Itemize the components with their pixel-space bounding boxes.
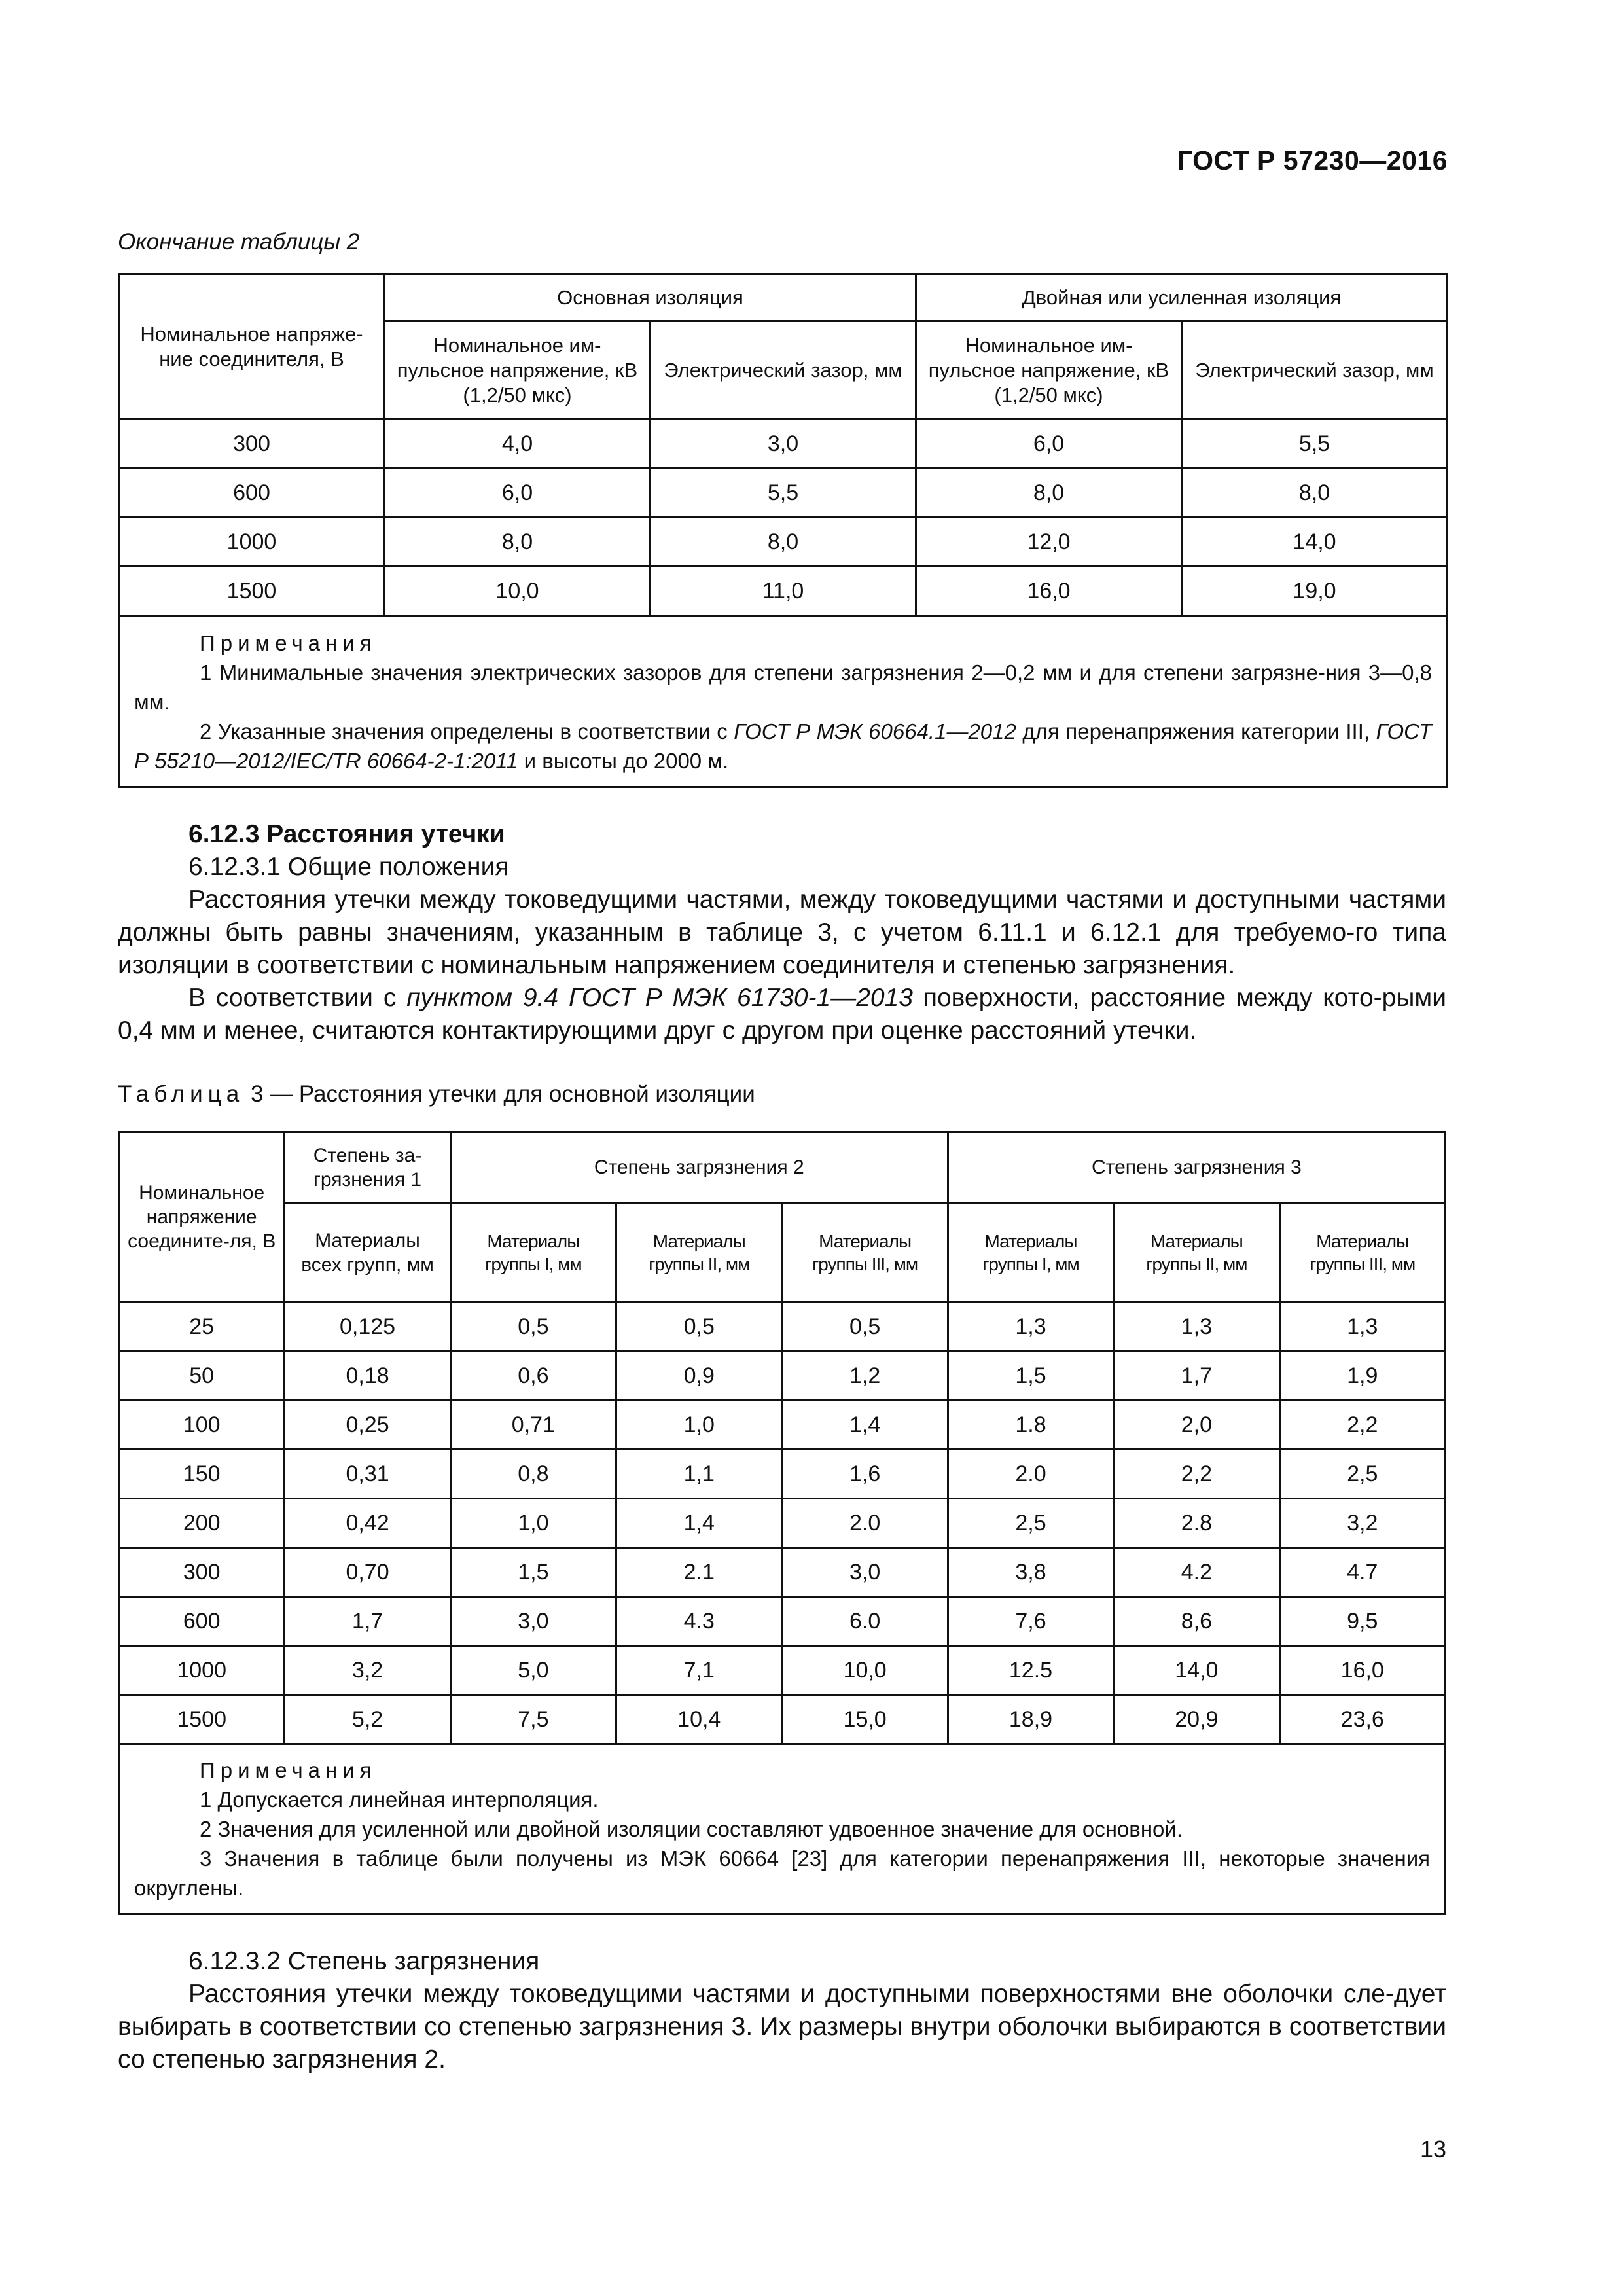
section-6-12-3-2 [118,1945,1446,2076]
t3-data-cell: 0,31 [285,1450,450,1499]
t3-data-cell: 1,6 [782,1450,948,1499]
t3-data-row [119,1695,1446,1744]
t3-data-cell: 0,25 [285,1401,450,1450]
t3-data-row [119,1401,1446,1450]
t3-data-cell: 0,18 [285,1352,450,1401]
t3-data-cell: 0,8 [450,1450,616,1499]
t2-data-cell: 300 [119,420,385,469]
t3-data-cell: 1,0 [616,1401,782,1450]
t2-data-cell: 1500 [119,567,385,616]
t3-data-cell: 0,6 [450,1352,616,1401]
t3-note-1: 1 Допускается линейная интерполяция. [200,1787,599,1812]
t3-data-cell: 1,1 [616,1450,782,1499]
t3-data-cell: 7,1 [616,1646,782,1695]
t3-data-cell: 150 [119,1450,285,1499]
t3-data-cell: 3,2 [285,1646,450,1695]
t3-data-cell: 15,0 [782,1695,948,1744]
paragraph-2-ref: пунктом 9.4 ГОСТ Р МЭК 61730-1—2013 [406,984,913,1012]
t3-data-cell: 1,5 [450,1548,616,1597]
t3-data-cell: 18,9 [948,1695,1113,1744]
t2-header-voltage: Номинальное напряже-ние соединителя, В [119,274,385,420]
t2-data-cell: 8,0 [385,518,651,567]
t2-data-row [119,518,1448,567]
t3-data-cell: 2,2 [1279,1401,1445,1450]
t3-data-cell: 0,5 [616,1302,782,1352]
t3-data-row [119,1352,1446,1401]
t3-data-cell: 50 [119,1352,285,1401]
t3-data-cell: 2.1 [616,1548,782,1597]
t3-header-p3-group-2: Материалы группы II, мм [1114,1203,1279,1302]
t3-data-row [119,1597,1446,1646]
t2-data-cell: 10,0 [385,567,651,616]
t2-data-row [119,469,1448,518]
t3-data-cell: 0,5 [450,1302,616,1352]
t3-data-cell: 1,2 [782,1352,948,1401]
t3-data-cell: 3,0 [450,1597,616,1646]
t3-notes [119,1744,1446,1914]
t3-data-cell: 0,42 [285,1499,450,1548]
t3-data-cell: 1,3 [1114,1302,1279,1352]
section-heading: 6.12.3 Расстояния утечки [188,820,505,848]
t3-data-cell: 14,0 [1114,1646,1279,1695]
t2-data-cell: 12,0 [916,518,1182,567]
t2-notes [119,616,1448,787]
t3-header-voltage: Номинальное напряжение соедините-ля, В [119,1132,285,1302]
t3-data-row [119,1646,1446,1695]
t2-data-cell: 5,5 [651,469,916,518]
page-number: 13 [1419,2136,1446,2162]
t3-data-cell: 20,9 [1114,1695,1279,1744]
t3-data-cell: 1,4 [616,1499,782,1548]
t3-data-cell: 3,2 [1279,1499,1445,1548]
t2-data-cell: 3,0 [651,420,916,469]
t2-data-cell: 11,0 [651,567,916,616]
t3-data-row [119,1302,1446,1352]
t3-data-cell: 7,6 [948,1597,1113,1646]
t3-data-rows [119,1302,1446,1744]
t3-data-cell: 10,4 [616,1695,782,1744]
t3-notes-title: Примечания [200,1758,377,1782]
t2-data-cell: 8,0 [1182,469,1448,518]
t3-data-cell: 2.8 [1114,1499,1279,1548]
t3-data-cell: 1,3 [948,1302,1113,1352]
t3-data-cell: 1.8 [948,1401,1113,1450]
t3-data-cell: 5,0 [450,1646,616,1695]
t3-data-cell: 2.0 [782,1499,948,1548]
t3-data-cell: 0,125 [285,1302,450,1352]
t3-data-cell: 300 [119,1548,285,1597]
table3-caption [118,1081,755,1107]
t3-data-row [119,1499,1446,1548]
t2-data-row [119,420,1448,469]
t2-header-basic-insulation: Основная изоляция [385,274,916,321]
subsection-6-12-3-2: 6.12.3.2 Степень загрязнения [188,1947,540,1975]
t3-data-cell: 3,8 [948,1548,1113,1597]
t3-data-cell: 2.0 [948,1450,1113,1499]
t3-data-cell: 2,5 [948,1499,1113,1548]
t3-data-cell: 1,4 [782,1401,948,1450]
t2-note-2-ref-2: ГОСТ Р 55210—2012/IEC/TR 60664-2-1:2011 [134,719,1433,773]
table3 [118,1131,1446,1915]
t3-data-row [119,1548,1446,1597]
t3-data-cell: 4.2 [1114,1548,1279,1597]
t3-data-cell: 0,71 [450,1401,616,1450]
t3-data-row [119,1450,1446,1499]
table2 [118,273,1448,788]
section-6-12-3 [118,818,1446,1047]
t2-header-impulse-double: Номинальное им-пульсное напряжение, кВ (1,2/50 мкс) [916,321,1182,420]
t3-header-all-groups: Материалы всех групп, мм [285,1203,450,1302]
t3-data-cell: 23,6 [1279,1695,1445,1744]
t3-data-cell: 7,5 [450,1695,616,1744]
t3-header-pollution-1: Степень за-грязнения 1 [285,1132,450,1203]
t3-data-cell: 25 [119,1302,285,1352]
t3-data-cell: 1500 [119,1695,285,1744]
t3-note-3: 3 Значения в таблице были получены из МЭК 60664 [23] для категории перенапряжения III, некоторые значения округлены. [134,1846,1430,1900]
t2-note-2-text-b: для перенапряжения категории III, [1016,719,1376,744]
t2-data-cell: 16,0 [916,567,1182,616]
t3-header-p2-group-3: Материалы группы III, мм [782,1203,948,1302]
table3-caption-title: 3 — Расстояния утечки для основной изоляции [244,1081,755,1107]
subsection-6-12-3-1: 6.12.3.1 Общие положения [188,853,509,881]
document-code: ГОСТ Р 57230—2016 [1177,145,1448,175]
t3-data-cell: 1,7 [285,1597,450,1646]
t3-data-cell: 1,7 [1114,1352,1279,1401]
t3-data-cell: 1,0 [450,1499,616,1548]
t3-header-pollution-3: Степень загрязнения 3 [948,1132,1445,1203]
t3-data-cell: 200 [119,1499,285,1548]
t3-data-cell: 2,5 [1279,1450,1445,1499]
t3-data-cell: 0,9 [616,1352,782,1401]
t3-data-cell: 1,9 [1279,1352,1445,1401]
t3-data-cell: 5,2 [285,1695,450,1744]
t2-note-1: 1 Минимальные значения электрических зазоров для степени загрязнения 2—0,2 мм и для степени загрязне-ния 3—0,8 мм. [134,660,1433,714]
t3-data-cell: 10,0 [782,1646,948,1695]
t2-data-cell: 6,0 [385,469,651,518]
paragraph-3: Расстояния утечки между токоведущими частями и доступными поверхностями вне оболочки сле-дует выбирать в соответствии со степенью загрязнения 3. Их размеры внутри оболочки выбираются в соответствии со степенью загрязнения 2. [118,1980,1446,2073]
t2-data-cell: 8,0 [916,469,1182,518]
t3-data-cell: 16,0 [1279,1646,1445,1695]
t3-data-cell: 1,5 [948,1352,1113,1401]
t3-data-cell: 2,2 [1114,1450,1279,1499]
t2-note-2-ref-1: ГОСТ Р МЭК 60664.1—2012 [734,719,1016,744]
t2-data-cell: 8,0 [651,518,916,567]
paragraph-2-text-b: поверхности, расстояние между кото-рыми 0,4 мм и менее, считаются контактирующими друг с другом при оценке расстояний утечки. [118,984,1446,1045]
t3-data-cell: 8,6 [1114,1597,1279,1646]
t3-data-cell: 1000 [119,1646,285,1695]
t2-header-clearance-basic: Электрический зазор, мм [651,321,916,420]
t3-header-p2-group-2: Материалы группы II, мм [616,1203,782,1302]
t2-data-row [119,567,1448,616]
t3-header-p3-group-1: Материалы группы I, мм [948,1203,1113,1302]
t2-data-cell: 6,0 [916,420,1182,469]
t2-data-cell: 14,0 [1182,518,1448,567]
t2-note-2-text-a: 2 Указанные значения определены в соответствии с [200,719,734,744]
t2-header-double-insulation: Двойная или усиленная изоляция [916,274,1448,321]
t2-data-cell: 1000 [119,518,385,567]
t3-header-p3-group-3: Материалы группы III, мм [1279,1203,1445,1302]
t3-data-cell: 100 [119,1401,285,1450]
t3-header-p2-group-1: Материалы группы I, мм [450,1203,616,1302]
t3-data-cell: 2,0 [1114,1401,1279,1450]
t3-data-cell: 4.3 [616,1597,782,1646]
t2-data-cell: 19,0 [1182,567,1448,616]
paragraph-1: Расстояния утечки между токоведущими частями, между токоведущими частями и доступными частями должны быть равны значениям, указанным в таблице 3, с учетом 6.11.1 и 6.12.1 для требуемо-го типа изоляции в соответствии с номинальным напряжением соединителя и степенью загрязнения. [118,886,1446,979]
paragraph-2 [118,982,1446,1047]
t2-notes-title: Примечания [200,631,377,655]
table2-continuation-label: Окончание таблицы 2 [118,229,360,255]
t3-data-cell: 600 [119,1597,285,1646]
t3-header-pollution-2: Степень загрязнения 2 [450,1132,948,1203]
t3-data-cell: 4.7 [1279,1548,1445,1597]
t3-data-cell: 12.5 [948,1646,1113,1695]
t2-data-cell: 600 [119,469,385,518]
table3-caption-word: Таблица [118,1081,245,1107]
t3-data-cell: 3,0 [782,1548,948,1597]
t3-data-cell: 0,5 [782,1302,948,1352]
t2-data-cell: 4,0 [385,420,651,469]
t3-data-cell: 1,3 [1279,1302,1445,1352]
t2-note-2-text-c: и высоты до 2000 м. [518,749,729,773]
t3-data-cell: 9,5 [1279,1597,1445,1646]
paragraph-2-text-a: В соответствии с [188,984,407,1012]
t2-header-clearance-double: Электрический зазор, мм [1182,321,1448,420]
t2-data-rows [119,420,1448,616]
t3-note-2: 2 Значения для усиленной или двойной изоляции составляют удвоенное значение для основной. [200,1817,1183,1841]
t2-header-impulse-basic: Номинальное им-пульсное напряжение, кВ (1,2/50 мкс) [385,321,651,420]
t3-data-cell: 0,70 [285,1548,450,1597]
t2-note-2 [134,717,1432,776]
t3-data-cell: 6.0 [782,1597,948,1646]
t2-data-cell: 5,5 [1182,420,1448,469]
